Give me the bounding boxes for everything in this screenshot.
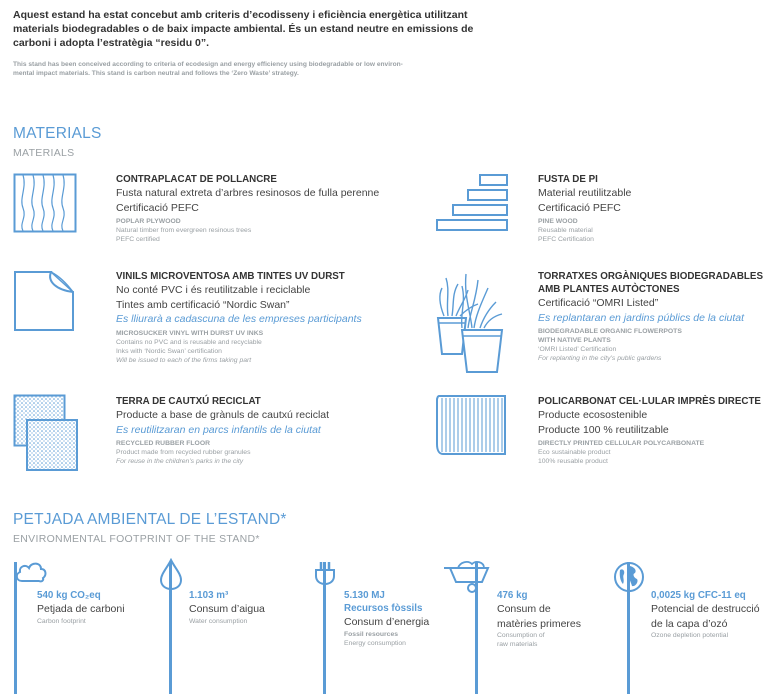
footprint-value: 476 kg — [497, 590, 528, 601]
materials-title: MATERIALS — [13, 125, 102, 142]
plywood-icon — [13, 173, 77, 238]
footprint-carbon — [37, 589, 125, 626]
footprint-en-sub: Fossil resources — [344, 630, 399, 638]
intro-line: materials biodegradables o de baix impacte ambiental. És un estand neutre en emissions de — [13, 23, 474, 35]
material-pine-wood — [538, 173, 631, 244]
footprint-divider — [475, 562, 478, 694]
material-name: VINILS MICROVENTOSA AMB TINTES UV DURST — [116, 271, 345, 282]
material-desc: Producte a base de grànuls de cautxú reciclat — [116, 409, 330, 421]
footprint-subtitle: ENVIRONMENTAL FOOTPRINT OF THE STAND* — [13, 533, 260, 545]
footprint-label: Consum d’aigua — [189, 603, 265, 615]
material-desc: Producte 100 % reutilitzable — [538, 423, 669, 436]
material-name-cont: AMB PLANTES AUTÒCTONES — [538, 284, 680, 295]
footprint-value: 0,0025 kg CFC-11 eq — [651, 590, 746, 601]
flowerpot-plants-icon — [432, 266, 516, 379]
footprint-value: 540 kg CO₂eq — [37, 590, 101, 601]
material-name: TORRATXES ORGÀNIQUES BIODEGRADABLES — [538, 271, 763, 282]
pine-wood-planks-icon — [433, 173, 513, 240]
material-poplar-plywood — [116, 173, 379, 244]
footprint-label: Petjada de carboni — [37, 603, 125, 615]
materials-subtitle: MATERIALS — [13, 147, 75, 159]
material-en-desc: PEFC Certification — [538, 236, 594, 243]
material-reuse-note: Es lliurarà a cadascuna de les empreses participants — [116, 313, 362, 325]
material-flowerpots — [538, 270, 763, 363]
material-en-desc: Contains no PVC and is reusable and recyclable — [116, 338, 262, 346]
footprint-label: Consum de — [497, 603, 551, 615]
material-desc: Certificació PEFC — [538, 201, 621, 214]
footprint-energy — [344, 589, 429, 648]
material-desc: Certificació PEFC — [116, 201, 199, 214]
material-name: POLICARBONAT CEL·LULAR IMPRÈS DIRECTE — [538, 396, 761, 407]
material-desc: No conté PVC i és reutilitzable i reciclable — [116, 284, 311, 296]
material-desc: Tintes amb certificació “Nordic Swan” — [116, 298, 290, 311]
footprint-en-label: raw materials — [497, 641, 538, 648]
material-en-name: BIODEGRADABLE ORGANIC FLOWERPOTS — [538, 328, 682, 335]
material-en-reuse-note: For reuse in the children’s parks in the city — [116, 458, 244, 465]
material-en-name: POPLAR PLYWOOD — [116, 218, 181, 225]
footprint-en-label: Consumption of — [497, 632, 545, 639]
intro-english — [13, 60, 513, 78]
footprint-label: Consum d’energia — [344, 616, 430, 628]
material-en-desc: Reusable material — [538, 227, 593, 234]
material-en-desc: 100% reusable product — [538, 458, 608, 465]
footprint-en-label: Water consumption — [189, 617, 248, 625]
polycarbonate-panel-icon — [433, 394, 509, 465]
material-en-desc: ‘OMRI Listed’ Certification — [538, 346, 617, 353]
wheelbarrow-icon — [442, 560, 490, 599]
material-en-desc: Inks with ‘Nordic Swan’ certification — [116, 347, 222, 355]
material-en-desc: Product made from recycled rubber granules — [116, 449, 251, 456]
material-en-name: RECYCLED RUBBER FLOOR — [116, 440, 211, 447]
material-rubber-floor — [116, 395, 329, 466]
footprint-divider — [169, 562, 172, 694]
footprint-en-label: Carbon footprint — [37, 617, 86, 625]
footprint-water — [189, 589, 265, 626]
material-desc: Producte ecosostenible — [538, 409, 648, 421]
footprint-label: Potencial de destrucció — [651, 603, 760, 615]
material-name: TERRA DE CAUTXÚ RECICLAT — [116, 396, 261, 407]
material-desc: Certificació “OMRI Listed” — [538, 297, 659, 309]
material-vinyl — [116, 270, 362, 365]
footprint-value-sub: Recursos fòssils — [344, 603, 423, 614]
footprint-ozone — [651, 589, 760, 640]
footprint-label: matèries primeres — [497, 617, 582, 630]
intro-line: Aquest estand ha estat concebut amb criteris d’ecodisseny i eficiència energètica utilitzant — [13, 9, 468, 21]
cloud-icon — [14, 561, 48, 588]
material-desc: Material reutilitzable — [538, 187, 632, 199]
material-reuse-note: Es replantaran en jardins públics de la ciutat — [538, 311, 745, 324]
material-en-desc: Eco sustainable product — [538, 449, 611, 456]
material-en-desc: Natural timber from evergreen resinous trees — [116, 227, 252, 234]
material-polycarbonate — [538, 395, 761, 466]
material-en-name: DIRECTLY PRINTED CELLULAR POLYCARBONATE — [538, 440, 705, 447]
material-en-reuse-note: Will be issued to each of the firms taking part — [116, 356, 252, 364]
material-en-name: MICROSUCKER VINYL WITH DURST UV INKS — [116, 329, 264, 337]
intro-catalan — [13, 8, 513, 50]
material-en-desc: PEFC certified — [116, 236, 160, 243]
footprint-divider — [14, 562, 17, 694]
material-en-reuse-note: For replanting in the city’s public gardens — [538, 355, 662, 362]
material-en-name-cont: WITH NATIVE PLANTS — [538, 337, 611, 344]
footprint-divider — [323, 562, 326, 694]
rubber-floor-icon — [13, 394, 79, 477]
material-desc: Fusta natural extreta d’arbres resinosos de fulla perenne — [116, 187, 380, 199]
intro-block — [13, 8, 513, 78]
material-name: FUSTA DE PI — [538, 174, 598, 185]
material-reuse-note: Es reutilitzaran en parcs infantils de la ciutat — [116, 423, 321, 436]
footprint-title: PETJADA AMBIENTAL DE L’ESTAND* — [13, 511, 287, 528]
footprint-en-label: Ozone depletion potential — [651, 632, 729, 639]
footprint-raw-materials — [497, 589, 581, 649]
intro-line: carboni i adopta l’estratègia “residu 0”. — [13, 37, 210, 49]
footprint-divider — [627, 562, 630, 694]
footprint-en-label: Energy consumption — [344, 639, 406, 647]
footprint-value: 5.130 MJ — [344, 590, 385, 601]
footprint-label: de la capa d’ozó — [651, 617, 728, 630]
vinyl-sheet-icon — [13, 270, 75, 337]
intro-en-line: mental impact materials. This stand is carbon neutral and follows the ‘Zero Waste’ strategy. — [13, 70, 299, 77]
material-name: CONTRAPLACAT DE POLLANCRE — [116, 174, 277, 185]
material-en-name: PINE WOOD — [538, 218, 578, 225]
footprint-value: 1.103 m³ — [189, 590, 229, 601]
intro-en-line: This stand has been conceived according to criteria of ecodesign and energy efficiency using biodegradable or low environ- — [13, 61, 403, 68]
